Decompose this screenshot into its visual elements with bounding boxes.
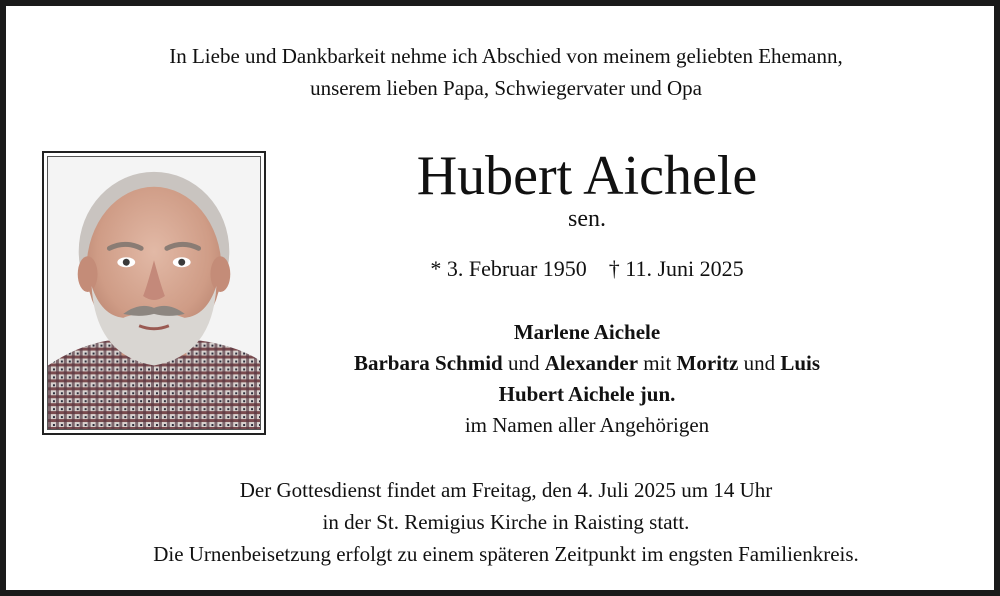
mourner-name: Alexander [544,351,639,375]
mourner-name: Marlene Aichele [513,320,661,344]
service-line-2: in der St. Remigius Kirche in Raisting statt. [322,510,690,534]
mourner-line-2 [286,348,888,379]
portrait-illustration [48,157,260,429]
birth-date: * 3. Februar 1950 [430,256,587,281]
death-date: † 11. Juni 2025 [608,256,744,281]
life-dates [366,254,808,284]
name-suffix: sen. [568,206,606,232]
service-info [6,474,1000,570]
intro-line-2: unserem lieben Papa, Schwiegervater und Opa [310,76,702,100]
mourner-line-4: im Namen aller Angehörigen [464,413,710,437]
mourner-name: Hubert Aichele jun. [498,382,676,406]
conjunction: mit [643,351,672,375]
mourners-list [286,317,888,441]
conjunction: und [507,351,540,375]
deceased-name: Hubert Aichele [416,145,758,207]
mourner-line-3 [286,379,888,410]
mourner-name: Moritz [676,351,739,375]
intro-text [6,40,1000,104]
service-line-3: Die Urnenbeisetzung erfolgt zu einem späteren Zeitpunkt im engsten Familienkreis. [153,542,859,566]
mourner-name: Barbara Schmid [353,351,503,375]
mourner-line-1 [286,317,888,348]
intro-line-1: In Liebe und Dankbarkeit nehme ich Abschied von meinem geliebten Ehemann, [169,44,843,68]
portrait-image [47,156,261,430]
service-line-1: Der Gottesdienst findet am Freitag, den 4. Juli 2025 um 14 Uhr [239,478,773,502]
mourner-name: Luis [780,351,821,375]
conjunction: und [743,351,776,375]
portrait-photo [42,151,266,435]
